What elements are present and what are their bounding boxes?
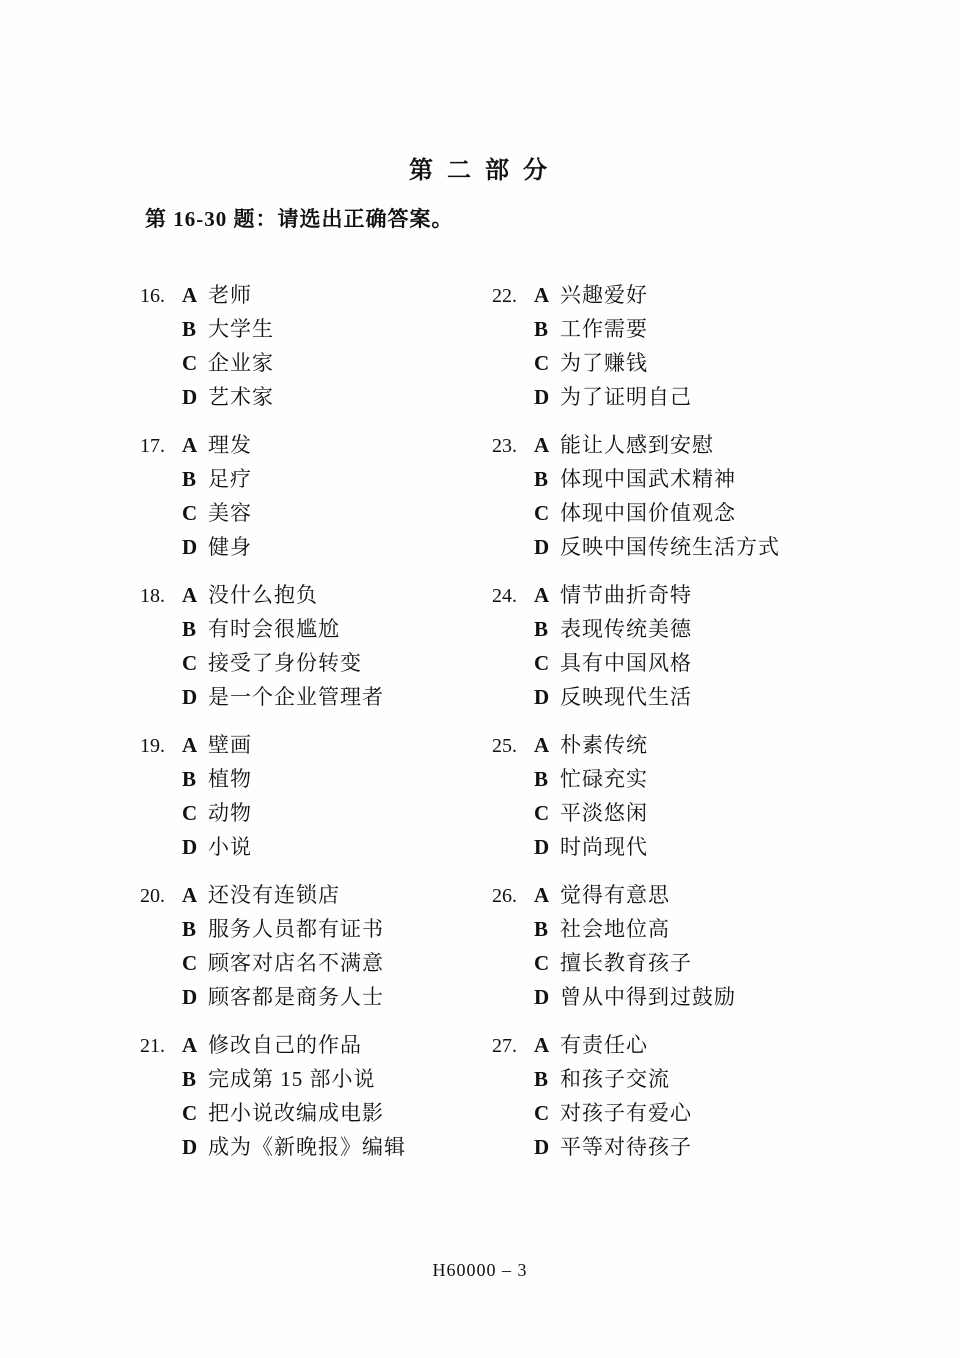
option-label: A [182,433,198,457]
option-label: D [182,1135,198,1159]
option-row [492,1096,852,1130]
option-label: B [534,767,549,791]
option-text: 把小说改编成电影 [208,1101,384,1125]
question-24 [492,578,852,714]
option-row [140,1062,490,1096]
option-text: 顾客对店名不满意 [208,951,384,975]
option-text: 老师 [208,283,252,307]
option-text: 忙碌充实 [560,767,648,791]
question-number: 26. [492,885,517,907]
option-label: A [534,433,550,457]
option-text: 接受了身份转变 [208,651,362,675]
option-row [140,680,490,714]
question-number: 20. [140,885,165,907]
option-label: C [182,1101,198,1125]
option-label: A [182,733,198,757]
option-label: C [534,501,550,525]
option-text: 表现传统美德 [560,617,692,641]
option-text: 顾客都是商务人士 [208,985,384,1009]
option-label: C [182,651,198,675]
option-text: 动物 [208,801,252,825]
option-label: D [182,685,198,709]
instructions-line: 第 16-30 题：请选出正确答案。 [145,207,454,231]
option-label: A [182,283,198,307]
option-label: D [182,535,198,559]
option-row [140,462,490,496]
option-row [140,278,490,312]
option-row [140,830,490,864]
question-25 [492,728,852,864]
option-label: C [534,351,550,375]
question-number: 16. [140,285,165,307]
question-number: 19. [140,735,165,757]
option-text: 体现中国价值观念 [560,501,736,525]
option-row [492,346,852,380]
option-label: D [534,685,550,709]
question-number: 24. [492,585,517,607]
option-row [492,1028,852,1062]
option-row [140,496,490,530]
option-text: 体现中国武术精神 [560,467,736,491]
option-row [492,762,852,796]
option-row [140,380,490,414]
question-number: 25. [492,735,517,757]
option-text: 服务人员都有证书 [208,917,384,941]
option-text: 反映现代生活 [560,685,692,709]
option-label: A [534,283,550,307]
question-number: 17. [140,435,165,457]
option-label: C [534,651,550,675]
option-text: 有时会很尴尬 [208,617,340,641]
option-label: A [534,733,550,757]
option-label: D [534,535,550,559]
option-text: 大学生 [208,317,274,341]
option-text: 兴趣爱好 [560,283,648,307]
option-label: A [534,883,550,907]
option-row [140,1096,490,1130]
option-row [140,728,490,762]
option-text: 对孩子有爱心 [560,1101,692,1125]
option-row [140,612,490,646]
option-text: 成为《新晚报》编辑 [208,1135,406,1159]
option-label: A [182,883,198,907]
option-text: 社会地位高 [560,917,670,941]
option-label: D [182,835,198,859]
question-19 [140,728,490,864]
questions-column-left [140,278,490,1178]
option-row [140,796,490,830]
option-row [492,728,852,762]
option-label: D [182,985,198,1009]
option-text: 植物 [208,767,252,791]
question-27 [492,1028,852,1164]
option-row [492,946,852,980]
option-text: 小说 [208,835,252,859]
option-text: 曾从中得到过鼓励 [560,985,736,1009]
option-label: B [534,317,549,341]
page-footer-code: H60000 – 3 [432,1260,528,1280]
option-label: B [182,317,197,341]
option-row [140,646,490,680]
option-label: B [534,617,549,641]
option-row [140,762,490,796]
option-text: 是一个企业管理者 [208,685,384,709]
option-row [492,830,852,864]
option-text: 平淡悠闲 [560,801,648,825]
question-16 [140,278,490,414]
option-row [140,1130,490,1164]
option-row [140,428,490,462]
question-number: 22. [492,285,517,307]
option-label: B [182,917,197,941]
option-text: 工作需要 [560,317,648,341]
option-label: D [534,385,550,409]
option-label: B [534,467,549,491]
option-text: 时尚现代 [560,835,648,859]
option-row [492,380,852,414]
option-text: 平等对待孩子 [560,1135,692,1159]
option-label: B [534,1067,549,1091]
option-row [140,912,490,946]
questions-column-right [492,278,852,1178]
option-row [140,578,490,612]
option-text: 为了证明自己 [560,385,692,409]
option-label: A [534,1033,550,1057]
option-row [492,878,852,912]
option-text: 还没有连锁店 [208,883,340,907]
option-text: 为了赚钱 [560,351,648,375]
option-text: 具有中国风格 [560,651,692,675]
question-23 [492,428,852,564]
option-text: 美容 [208,501,252,525]
option-row [492,1062,852,1096]
option-row [140,878,490,912]
option-row [492,796,852,830]
option-text: 艺术家 [208,385,274,409]
option-label: B [534,917,549,941]
option-row [140,346,490,380]
option-text: 企业家 [208,351,274,375]
option-text: 完成第 15 部小说 [208,1067,376,1091]
option-label: C [534,801,550,825]
question-26 [492,878,852,1014]
option-row [492,646,852,680]
option-row [492,496,852,530]
option-label: C [182,351,198,375]
option-row [492,312,852,346]
option-text: 能让人感到安慰 [560,433,714,457]
option-text: 健身 [208,535,252,559]
option-row [140,946,490,980]
option-row [492,530,852,564]
option-row [140,530,490,564]
option-text: 壁画 [208,733,252,757]
question-number: 18. [140,585,165,607]
section-title: 第 二 部 分 [409,158,551,184]
question-number: 21. [140,1035,165,1057]
option-text: 擅长教育孩子 [560,951,692,975]
option-row [492,278,852,312]
option-text: 理发 [208,433,252,457]
option-text: 和孩子交流 [560,1067,670,1091]
option-row [492,680,852,714]
option-label: C [182,501,198,525]
option-text: 足疗 [208,467,252,491]
option-text: 有责任心 [560,1033,648,1057]
option-text: 反映中国传统生活方式 [560,535,780,559]
option-row [492,578,852,612]
question-22 [492,278,852,414]
option-label: C [534,951,550,975]
question-21 [140,1028,490,1164]
option-label: C [182,951,198,975]
option-text: 修改自己的作品 [208,1033,362,1057]
option-label: D [182,385,198,409]
option-label: D [534,1135,550,1159]
question-number: 27. [492,1035,517,1057]
option-text: 情节曲折奇特 [560,583,692,607]
option-row [492,428,852,462]
option-row [492,1130,852,1164]
option-row [140,312,490,346]
question-20 [140,878,490,1014]
option-row [492,912,852,946]
option-label: B [182,467,197,491]
option-row [492,980,852,1014]
option-label: D [534,835,550,859]
option-row [140,980,490,1014]
option-row [492,462,852,496]
option-text: 朴素传统 [560,733,648,757]
option-label: D [534,985,550,1009]
option-label: C [534,1101,550,1125]
option-row [492,612,852,646]
option-text: 觉得有意思 [560,883,670,907]
option-label: B [182,617,197,641]
option-label: A [182,583,198,607]
option-label: A [182,1033,198,1057]
option-row [140,1028,490,1062]
question-number: 23. [492,435,517,457]
question-17 [140,428,490,564]
option-label: B [182,1067,197,1091]
option-label: A [534,583,550,607]
option-label: B [182,767,197,791]
option-text: 没什么抱负 [208,583,318,607]
option-label: C [182,801,198,825]
question-18 [140,578,490,714]
